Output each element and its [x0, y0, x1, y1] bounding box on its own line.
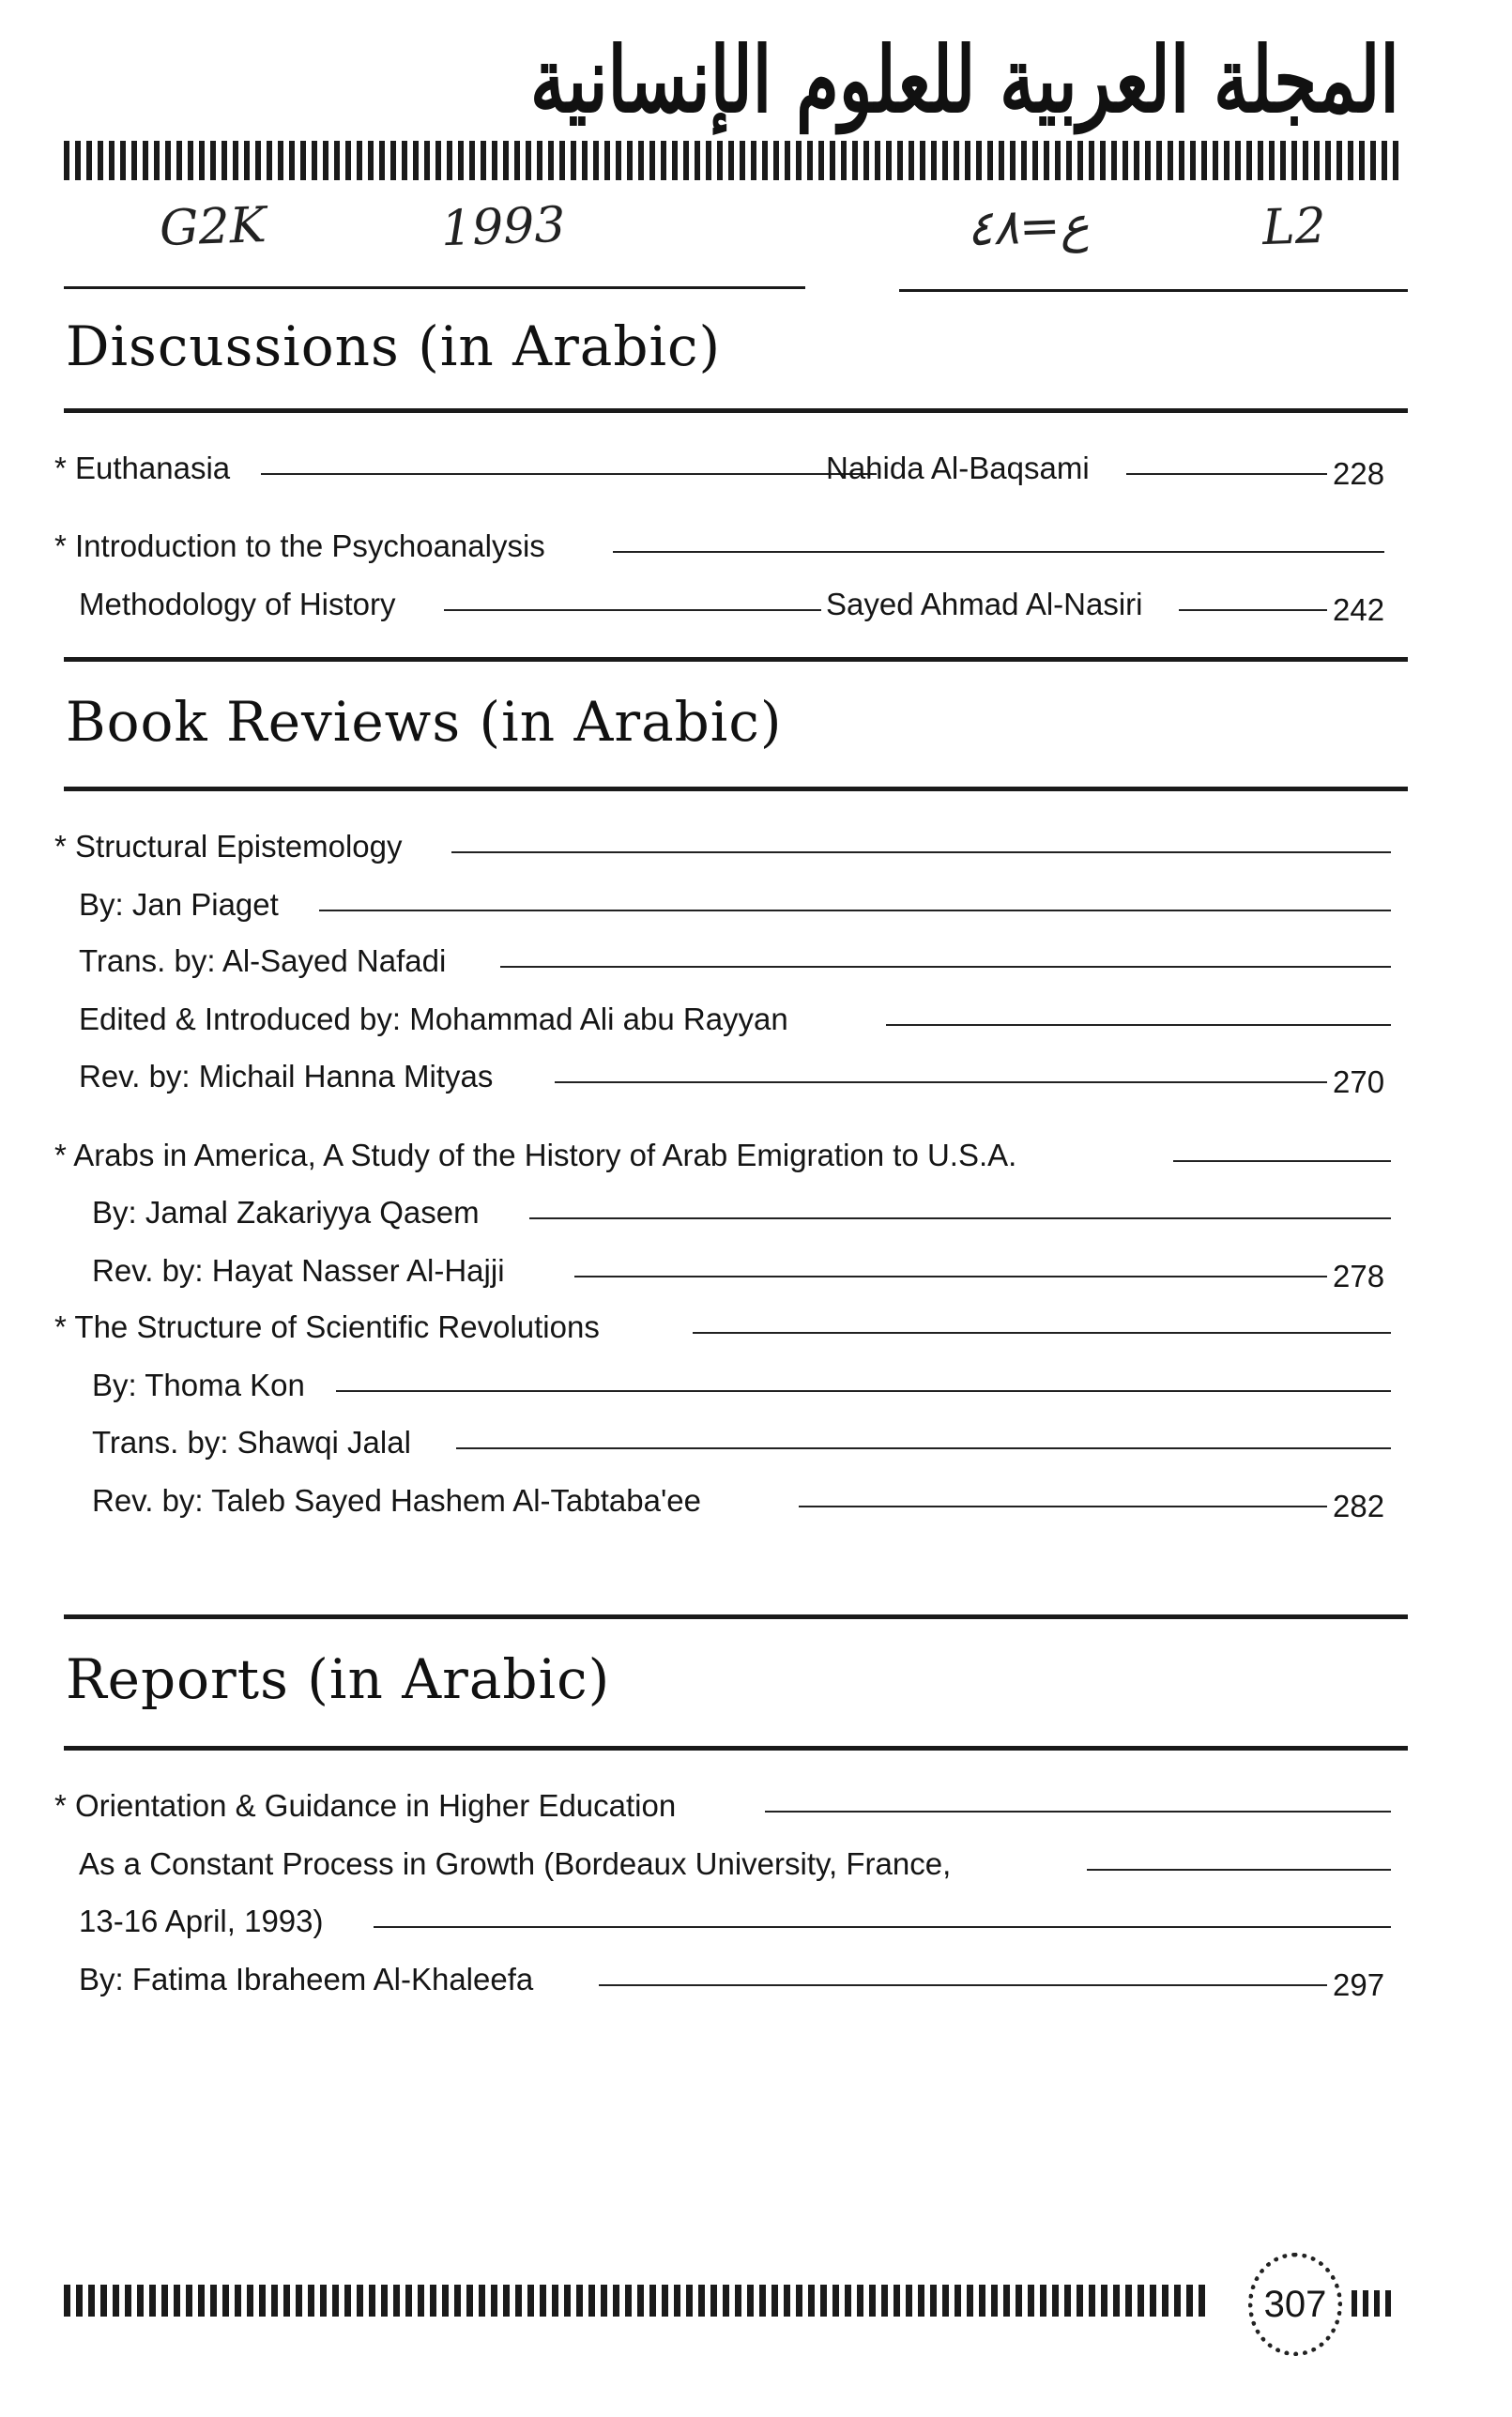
bottom-barcode-strip — [64, 2285, 1239, 2317]
entry-page: 242 — [1333, 592, 1385, 627]
bottom-barcode-tail — [1352, 2290, 1408, 2317]
journal-masthead: المجلة العربية للعلوم الإنسانية — [529, 28, 1399, 134]
section-title-discussions: Discussions (in Arabic) — [66, 314, 722, 378]
entry-page: 297 — [1333, 1967, 1385, 2002]
leader-line — [444, 609, 821, 611]
leader-line — [529, 1217, 1391, 1219]
entry-title: * Arabs in America, A Study of the History of Arab Emigration to U.S.A. — [54, 1138, 1017, 1172]
header-rule-right — [899, 289, 1408, 292]
page-number-badge: 307 — [1248, 2253, 1342, 2356]
toc-entry — [54, 943, 1406, 985]
entry-title: 13-16 April, 1993) — [79, 1904, 324, 1938]
leader-line — [456, 1447, 1391, 1449]
handwritten-year: 1993 — [439, 196, 567, 258]
section-title-book-reviews: Book Reviews (in Arabic) — [66, 690, 783, 754]
toc-entry — [54, 1002, 1406, 1043]
leader-line — [336, 1390, 1391, 1392]
leader-line — [1126, 473, 1327, 475]
entry-author: Sayed Ahmad Al-Nasiri — [826, 587, 1143, 621]
toc-entry — [54, 1195, 1406, 1236]
leader-line — [599, 1984, 1327, 1986]
entry-title: * Introduction to the Psychoanalysis — [54, 528, 545, 563]
handwritten-tag: L2 — [1260, 197, 1327, 257]
leader-line — [500, 966, 1391, 968]
handwritten-note: ع=٤٨ — [965, 196, 1091, 258]
section-rule — [64, 657, 1408, 662]
leader-line — [261, 473, 877, 475]
toc-entry — [54, 1253, 1406, 1294]
leader-line — [374, 1926, 1391, 1928]
entry-title: * Structural Epistemology — [54, 829, 403, 864]
entry-page: 270 — [1333, 1064, 1385, 1099]
top-barcode-strip — [64, 141, 1408, 180]
toc-entry — [54, 1962, 1406, 2003]
toc-entry — [54, 1483, 1406, 1524]
leader-line — [1179, 609, 1327, 611]
entry-title: Rev. by: Taleb Sayed Hashem Al-Tabtaba'ee — [92, 1483, 701, 1518]
entry-title: By: Fatima Ibraheem Al-Khaleefa — [79, 1962, 534, 1996]
toc-entry — [54, 1059, 1406, 1100]
toc-entry — [54, 1138, 1406, 1179]
leader-line — [555, 1081, 1327, 1083]
toc-entry — [54, 451, 1406, 492]
leader-line — [799, 1506, 1327, 1507]
leader-line — [693, 1332, 1391, 1334]
entry-author: Nahida Al-Baqsami — [826, 451, 1090, 485]
header-rule-left — [64, 286, 805, 289]
entry-title: * Orientation & Guidance in Higher Education — [54, 1788, 677, 1823]
section-rule — [64, 787, 1408, 791]
section-rule — [64, 408, 1408, 413]
entry-title: Edited & Introduced by: Mohammad Ali abu Rayyan — [79, 1002, 788, 1036]
toc-entry — [54, 1309, 1406, 1351]
entry-page: 228 — [1333, 456, 1385, 491]
toc-entry — [54, 528, 1406, 570]
leader-line — [886, 1024, 1391, 1026]
toc-entry — [54, 1368, 1406, 1409]
toc-entry — [54, 587, 1406, 628]
entry-title: Rev. by: Michail Hanna Mityas — [79, 1059, 494, 1094]
handwritten-code: G2K — [158, 197, 267, 257]
leader-line — [1087, 1869, 1391, 1871]
toc-entry — [54, 1846, 1406, 1888]
toc-entry — [54, 1904, 1406, 1945]
entry-title: As a Constant Process in Growth (Bordeaux University, France, — [79, 1846, 952, 1881]
toc-entry — [54, 1425, 1406, 1466]
leader-line — [1173, 1160, 1391, 1162]
entry-title: By: Jamal Zakariyya Qasem — [92, 1195, 480, 1230]
leader-line — [765, 1811, 1391, 1813]
leader-line — [319, 910, 1391, 911]
entry-title: Methodology of History — [79, 587, 396, 621]
entry-title: By: Thoma Kon — [92, 1368, 305, 1402]
entry-page: 282 — [1333, 1489, 1385, 1523]
leader-line — [613, 551, 1384, 553]
entry-title: Trans. by: Shawqi Jalal — [92, 1425, 411, 1460]
leader-line — [451, 851, 1391, 853]
toc-entry — [54, 829, 1406, 870]
section-rule — [64, 1614, 1408, 1619]
entry-page: 278 — [1333, 1259, 1385, 1293]
section-title-reports: Reports (in Arabic) — [66, 1647, 611, 1711]
entry-title: By: Jan Piaget — [79, 887, 279, 922]
toc-entry — [54, 887, 1406, 928]
leader-line — [574, 1276, 1327, 1277]
entry-title: Rev. by: Hayat Nasser Al-Hajji — [92, 1253, 505, 1288]
toc-entry — [54, 1788, 1406, 1829]
entry-title: * The Structure of Scientific Revolutions — [54, 1309, 600, 1344]
entry-title: Trans. by: Al-Sayed Nafadi — [79, 943, 447, 978]
entry-title: * Euthanasia — [54, 451, 231, 485]
section-rule — [64, 1746, 1408, 1751]
